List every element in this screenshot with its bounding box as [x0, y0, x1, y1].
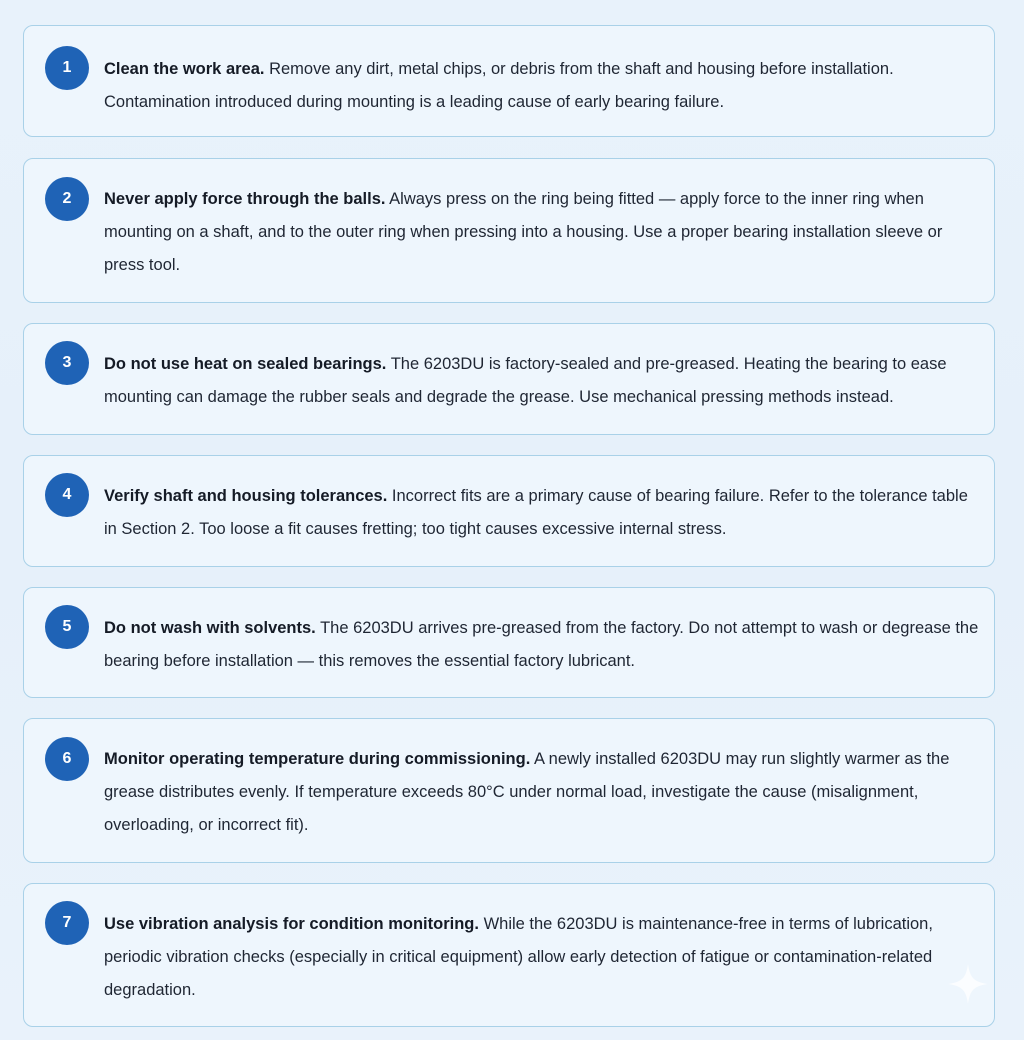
sparkle-icon — [946, 962, 990, 1006]
step-title: Clean the work area. — [104, 60, 265, 78]
list-item-step-7 — [23, 883, 995, 1027]
step-body: The 6203DU arrives pre-greased from the factory. Do not attempt to wash or degrease the bearing before installation — this removes the essential factory lubricant. — [104, 619, 979, 670]
step-text — [104, 908, 980, 1007]
step-title: Do not wash with solvents. — [104, 619, 316, 637]
step-text — [104, 348, 980, 414]
list-item-step-4 — [23, 455, 995, 567]
step-text — [104, 612, 980, 678]
step-title: Do not use heat on sealed bearings. — [104, 355, 387, 373]
step-title: Verify shaft and housing tolerances. — [104, 487, 388, 505]
list-item-step-6 — [23, 718, 995, 863]
step-number-badge: 2 — [45, 177, 89, 221]
step-body: Incorrect fits are a primary cause of bearing failure. Refer to the tolerance table in Section 2. Too loose a fit causes fretting; too tight causes excessive internal stress. — [104, 487, 968, 538]
list-item-step-5 — [23, 587, 995, 698]
list-item-step-1 — [23, 25, 995, 137]
step-number-badge: 1 — [45, 46, 89, 90]
step-number-badge: 3 — [45, 341, 89, 385]
step-number-badge: 5 — [45, 605, 89, 649]
step-text — [104, 743, 980, 842]
list-item-step-3 — [23, 323, 995, 435]
step-text — [104, 183, 980, 282]
step-number-badge: 7 — [45, 901, 89, 945]
step-title: Never apply force through the balls. — [104, 190, 386, 208]
step-title: Use vibration analysis for condition monitoring. — [104, 915, 479, 933]
step-text — [104, 53, 980, 119]
step-body: Remove any dirt, metal chips, or debris from the shaft and housing before installation. Contamination introduced during mounting is a leading cause of early bearing failure. — [104, 60, 894, 111]
list-item-step-2 — [23, 158, 995, 303]
step-body: The 6203DU is factory-sealed and pre-greased. Heating the bearing to ease mounting can damage the rubber seals and degrade the grease. Use mechanical pressing methods instead. — [104, 355, 947, 406]
step-number-badge: 6 — [45, 737, 89, 781]
step-title: Monitor operating temperature during commissioning. — [104, 750, 531, 768]
step-body: A newly installed 6203DU may run slightly warmer as the grease distributes evenly. If temperature exceeds 80°C under normal load, investigate the cause (misalignment, overloading, or incorrect fit). — [104, 750, 950, 834]
step-body: While the 6203DU is maintenance-free in terms of lubrication, periodic vibration checks (especially in critical equipment) allow early detection of fatigue or contamination-related degradation. — [104, 915, 933, 999]
step-number-badge: 4 — [45, 473, 89, 517]
step-text — [104, 480, 980, 546]
step-body: Always press on the ring being fitted — apply force to the inner ring when mounting on a shaft, and to the outer ring when pressing into a housing. Use a proper bearing installation sleeve or press tool. — [104, 190, 943, 274]
